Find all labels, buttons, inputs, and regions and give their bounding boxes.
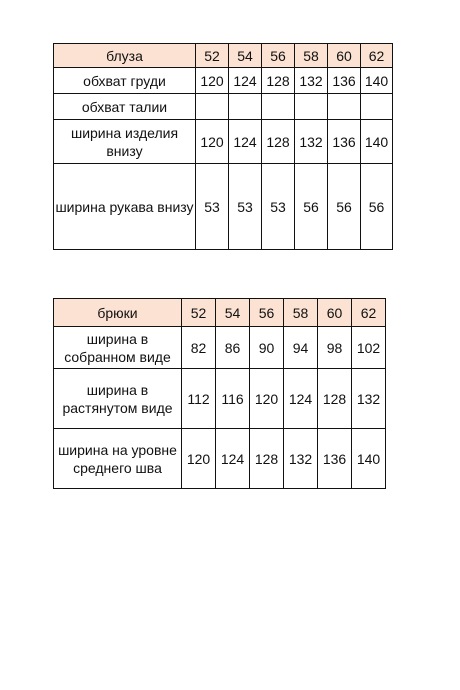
value-cell: 116 [216, 369, 250, 429]
header-size-cell: 56 [262, 44, 295, 68]
value-cell [229, 94, 262, 120]
header-size-cell: 62 [352, 299, 386, 327]
value-cell: 140 [361, 68, 393, 94]
value-cell: 136 [328, 68, 361, 94]
value-cell: 53 [229, 164, 262, 250]
pants-size-table [53, 298, 386, 489]
table-row [54, 94, 393, 120]
row-label-cell: обхват талии [54, 94, 196, 120]
header-size-cell: 58 [295, 44, 328, 68]
header-size-cell: 54 [216, 299, 250, 327]
value-cell: 120 [196, 120, 229, 164]
value-cell [361, 94, 393, 120]
header-size-cell: 56 [250, 299, 284, 327]
header-title-cell: блуза [54, 44, 196, 68]
value-cell: 140 [352, 429, 386, 489]
header-size-cell: 62 [361, 44, 393, 68]
value-cell: 136 [318, 429, 352, 489]
table-row [54, 327, 386, 369]
value-cell: 128 [250, 429, 284, 489]
value-cell [295, 94, 328, 120]
value-cell: 124 [284, 369, 318, 429]
row-label-cell: ширина рукава внизу [54, 164, 196, 250]
header-size-cell: 58 [284, 299, 318, 327]
header-size-cell: 60 [318, 299, 352, 327]
header-size-cell: 52 [182, 299, 216, 327]
value-cell: 132 [284, 429, 318, 489]
value-cell: 56 [328, 164, 361, 250]
value-cell: 128 [262, 120, 295, 164]
value-cell: 56 [361, 164, 393, 250]
value-cell: 124 [229, 68, 262, 94]
value-cell: 132 [352, 369, 386, 429]
table-header-row [54, 44, 393, 68]
value-cell: 112 [182, 369, 216, 429]
table-row [54, 369, 386, 429]
value-cell: 128 [262, 68, 295, 94]
row-label-cell: обхват груди [54, 68, 196, 94]
value-cell: 132 [295, 68, 328, 94]
table-row [54, 68, 393, 94]
table-row [54, 429, 386, 489]
row-label-cell: ширина в собранном виде [54, 327, 182, 369]
value-cell: 120 [196, 68, 229, 94]
value-cell: 82 [182, 327, 216, 369]
blouse-size-table [53, 43, 393, 250]
value-cell: 53 [196, 164, 229, 250]
value-cell: 53 [262, 164, 295, 250]
header-size-cell: 52 [196, 44, 229, 68]
row-label-cell: ширина на уровне среднего шва [54, 429, 182, 489]
value-cell: 120 [250, 369, 284, 429]
value-cell [262, 94, 295, 120]
table-header-row [54, 299, 386, 327]
header-size-cell: 54 [229, 44, 262, 68]
value-cell: 90 [250, 327, 284, 369]
value-cell: 140 [361, 120, 393, 164]
value-cell [328, 94, 361, 120]
header-title-cell: брюки [54, 299, 182, 327]
value-cell: 128 [318, 369, 352, 429]
value-cell: 124 [216, 429, 250, 489]
value-cell [196, 94, 229, 120]
header-size-cell: 60 [328, 44, 361, 68]
value-cell: 86 [216, 327, 250, 369]
value-cell: 98 [318, 327, 352, 369]
value-cell: 120 [182, 429, 216, 489]
value-cell: 132 [295, 120, 328, 164]
row-label-cell: ширина изделия внизу [54, 120, 196, 164]
table-row [54, 164, 393, 250]
value-cell: 136 [328, 120, 361, 164]
value-cell: 102 [352, 327, 386, 369]
value-cell: 56 [295, 164, 328, 250]
value-cell: 94 [284, 327, 318, 369]
row-label-cell: ширина в растянутом виде [54, 369, 182, 429]
value-cell: 124 [229, 120, 262, 164]
table-row [54, 120, 393, 164]
